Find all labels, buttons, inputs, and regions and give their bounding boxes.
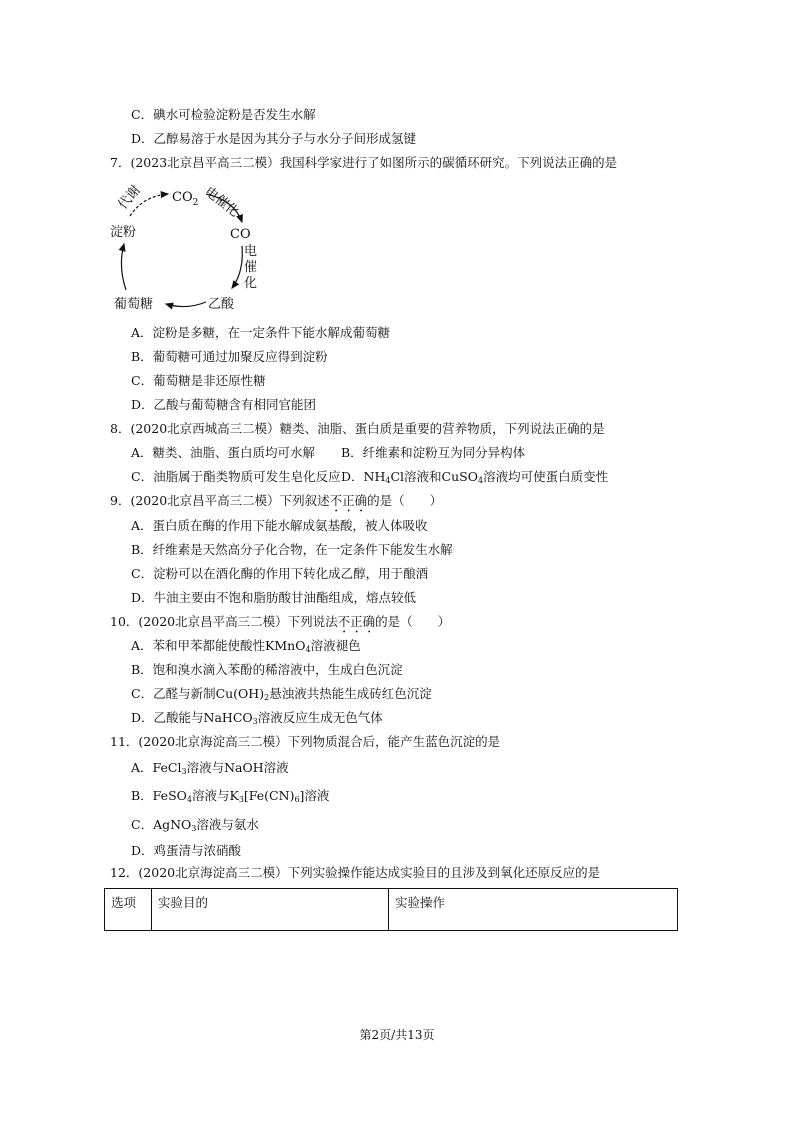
arrow-electrocatalysis-2 (232, 246, 242, 288)
emphasis-not-correct: 不正确 (329, 493, 368, 508)
q7-option-c: C．葡萄糖是非还原性糖 (131, 373, 266, 388)
page-footer: 第2页/共13页 (359, 1028, 435, 1042)
label-co: CO (230, 227, 251, 242)
label-elec2-char1: 电 (244, 244, 258, 259)
carbon-cycle-diagram (108, 176, 268, 312)
label-elec2-char3: 化 (244, 276, 258, 291)
q8-stem: 8．(2020北京西城高三二模）糖类、油脂、蛋白质是重要的营养物质，下列说法正确的是 (110, 421, 605, 436)
q10-option-b: B．饱和溴水滴入苯酚的稀溶液中，生成白色沉淀 (131, 662, 403, 677)
q7-option-d: D．乙酸与葡萄糖含有相同官能团 (131, 397, 317, 412)
q6-option-d: D．乙醇易溶于水是因为其分子与水分子间形成氢键 (131, 131, 417, 146)
q12-stem: 12．(2020北京海淀高三二模）下列实验操作能达成实验目的且涉及到氧化还原反应的是 (110, 865, 601, 880)
emphasis-not-correct: 不正确 (337, 614, 376, 629)
label-metabolism: 代谢 (115, 183, 144, 213)
q7-option-b: B．葡萄糖可通过加聚反应得到淀粉 (131, 349, 328, 364)
q8-option-d: D．$NH_4Cl$溶液和CuSO$_4$溶液均可使蛋白质变性 (341, 469, 609, 485)
q10-option-c: C．乙醛与新制$Cu(OH)_2$悬浊液共热能生成砖红色沉淀 (131, 686, 432, 702)
q12-table (104, 888, 678, 931)
q11-option-a: A．FeCl$_3$溶液与NaOH溶液 (131, 760, 289, 776)
q9-option-c: C．淀粉可以在酒化酶的作用下转化成乙醇，用于酿酒 (131, 566, 429, 581)
label-starch: 淀粉 (110, 225, 137, 240)
q7-stem: 7．(2023北京昌平高三二模）我国科学家进行了如图所示的碳循环研究。下列说法正确的是 (110, 155, 618, 170)
q10-stem: 10．(2020北京昌平高三二模）下列说法不正确的是（ ） (110, 614, 451, 629)
q10-option-d: D．乙酸能与NaHCO$_3$溶液反应生成无色气体 (131, 710, 383, 726)
label-electrocatalysis-1: 电催化 (201, 184, 242, 221)
q11-option-c: C．AgNO$_3$溶液与氨水 (131, 817, 259, 833)
q8-option-b: B．纤维素和淀粉互为同分异构体 (341, 445, 526, 460)
q7-option-a: A．淀粉是多糖，在一定条件下能水解成葡萄糖 (131, 325, 391, 340)
table-header-row (105, 889, 678, 931)
q9-option-b: B．纤维素是天然高分子化合物，在一定条件下能发生水解 (131, 542, 453, 557)
q11-stem: 11．(2020北京海淀高三二模）下列物质混合后，能产生蓝色沉淀的是 (110, 734, 501, 749)
table-header-purpose: 实验目的 (152, 889, 389, 931)
label-glucose: 葡萄糖 (114, 297, 154, 312)
label-acetic-acid: 乙酸 (208, 297, 235, 312)
q8-option-a: A．糖类、油脂、蛋白质均可水解 (131, 445, 316, 460)
q11-option-b: B．FeSO$_4$溶液与$K_3[Fe(CN)_6]$溶液 (131, 788, 330, 804)
arrow-glucose-to-starch (121, 244, 126, 290)
q9-stem: 9．(2020北京昌平高三二模）下列叙述不正确的是（ ） (110, 493, 443, 508)
q6-option-c: C．碘水可检验淀粉是否发生水解 (131, 107, 316, 122)
q9-option-d: D．牛油主要由不饱和脂肪酸甘油酯组成，熔点较低 (131, 590, 417, 605)
q10-option-a: A．苯和甲苯都能使酸性KMnO$_4$溶液褪色 (131, 638, 361, 654)
label-elec2-char2: 催 (244, 260, 258, 275)
label-co2: $CO_2$ (172, 190, 199, 208)
q11-option-d: D．鸡蛋清与浓硝酸 (131, 843, 242, 858)
table-header-operation: 实验操作 (389, 889, 678, 931)
q9-option-a: A．蛋白质在酶的作用下能水解成氨基酸，被人体吸收 (131, 518, 428, 533)
table-header-option: 选项 (105, 889, 152, 931)
q8-option-c: C．油脂属于酯类物质可发生皂化反应 (131, 469, 341, 484)
arrow-acetic-to-glucose (166, 302, 206, 307)
